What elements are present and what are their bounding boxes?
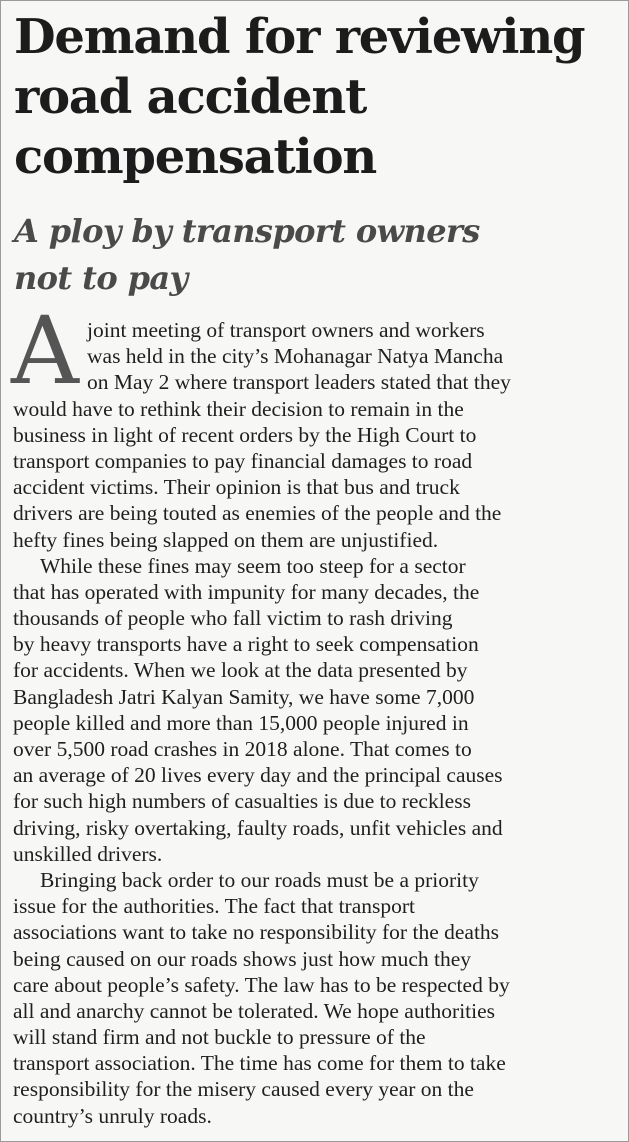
body-line: by heavy transports have a right to seek compensation <box>13 632 479 657</box>
body-line: on May 2 where transport leaders stated that they <box>87 370 511 395</box>
body-line: hefty fines being slapped on them are unjustified. <box>13 527 439 552</box>
body-line: joint meeting of transport owners and workers <box>87 318 485 342</box>
drop-cap: A <box>11 297 79 406</box>
body-line: for such high numbers of casualties is due to reckless <box>13 789 471 814</box>
body-line: country’s unruly roads. <box>13 1103 212 1128</box>
body-line: over 5,500 road crashes in 2018 alone. That comes to <box>13 737 472 761</box>
body-line: will stand firm and not buckle to pressure of the <box>13 1025 426 1050</box>
body-line: that has operated with impunity for many decades, the <box>13 579 480 604</box>
subheadline-line: not to pay <box>14 259 188 297</box>
article-body <box>13 317 621 1129</box>
subheadline <box>14 208 480 302</box>
headline-line: Demand for reviewing <box>14 9 585 65</box>
headline-line: compensation <box>14 129 377 185</box>
body-line: was held in the city’s Mohanagar Natya Mancha <box>87 344 504 369</box>
body-line: for accidents. When we look at the data presented by <box>13 658 468 683</box>
body-line: drivers are being touted as enemies of the people and the <box>13 501 502 526</box>
subheadline-line: A ploy by transport owners <box>14 212 480 250</box>
body-line: responsibility for the misery caused every year on the <box>13 1077 474 1102</box>
body-line: people killed and more than 15,000 people injured in <box>13 710 469 735</box>
body-line: thousands of people who fall victim to rash driving <box>13 606 453 631</box>
body-line: driving, risky overtaking, faulty roads, unfit vehicles and <box>13 815 503 840</box>
paragraph-1 <box>13 317 621 553</box>
body-line: transport association. The time has come for them to take <box>13 1051 506 1076</box>
body-line: being caused on our roads shows just how much they <box>13 946 471 971</box>
body-line: accident victims. Their opinion is that bus and truck <box>13 475 460 500</box>
body-line: associations want to take no responsibility for the deaths <box>13 920 500 945</box>
body-line: an average of 20 lives every day and the principal causes <box>13 763 503 788</box>
headline <box>14 7 619 187</box>
body-line: care about people’s safety. The law has to be respected by <box>13 972 510 997</box>
body-line: would have to rethink their decision to remain in the <box>13 396 464 421</box>
paragraph-3 <box>13 867 621 1129</box>
body-line: issue for the authorities. The fact that transport <box>13 894 416 919</box>
body-line: all and anarchy cannot be tolerated. We hope authorities <box>13 998 496 1023</box>
body-line: transport companies to pay financial damages to road <box>13 448 473 473</box>
body-line: Bringing back order to our roads must be a priority <box>40 867 479 892</box>
body-line: business in light of recent orders by the High Court to <box>13 422 477 447</box>
paragraph-2 <box>13 553 621 867</box>
body-line: Bangladesh Jatri Kalyan Samity, we have some 7,000 <box>13 684 475 709</box>
body-line: unskilled drivers. <box>13 841 163 866</box>
body-line: While these fines may seem too steep for a sector <box>40 553 466 578</box>
headline-line: road accident <box>14 69 367 125</box>
